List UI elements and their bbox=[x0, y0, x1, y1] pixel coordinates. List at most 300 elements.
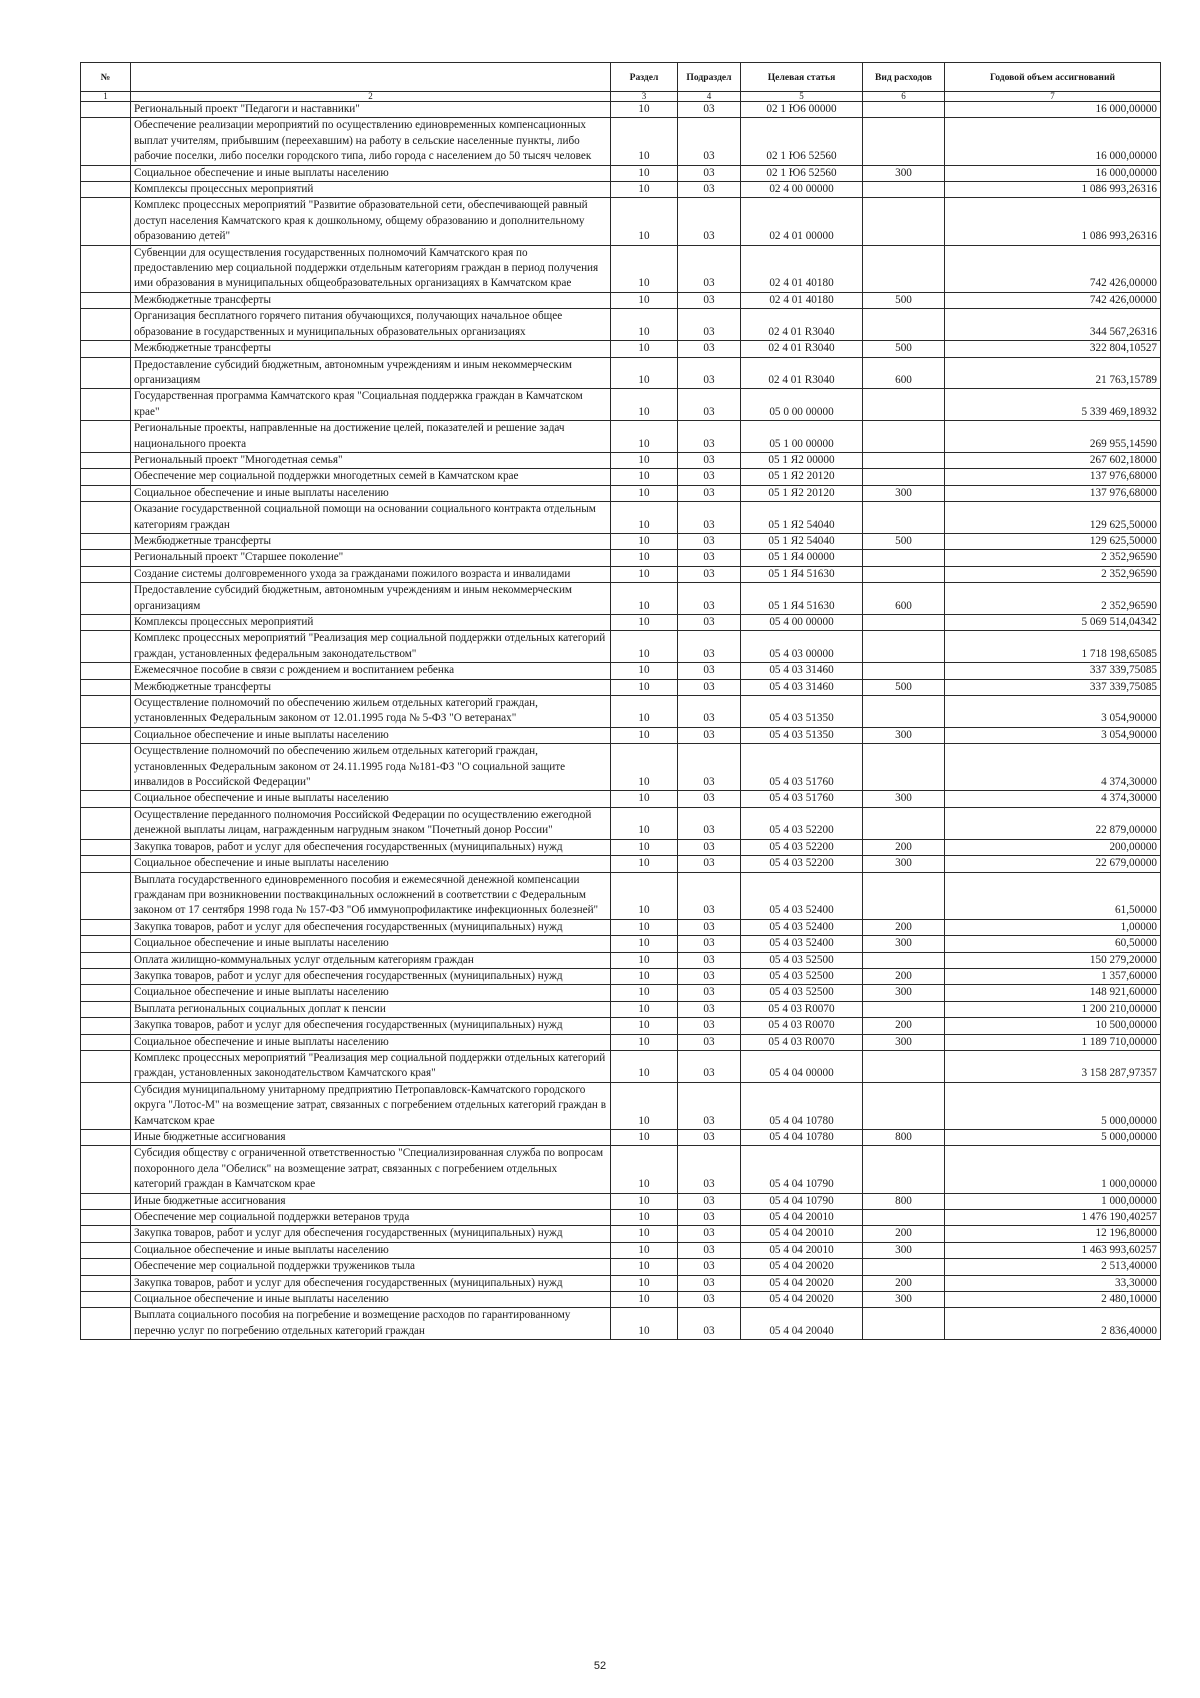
row-subsection-cell: 03 bbox=[678, 1193, 741, 1209]
row-name-cell: Закупка товаров, работ и услуг для обеспечения государственных (муниципальных) нужд bbox=[131, 968, 611, 984]
row-subsection-cell: 03 bbox=[678, 791, 741, 807]
row-amount-cell: 742 426,00000 bbox=[945, 245, 1161, 292]
row-target-cell: 05 4 03 R0070 bbox=[741, 1034, 863, 1050]
row-name-cell: Государственная программа Камчатского края "Социальная поддержка граждан в Камчатском крае" bbox=[131, 389, 611, 421]
row-target-cell: 05 4 00 00000 bbox=[741, 615, 863, 631]
row-name-cell: Социальное обеспечение и иные выплаты населению bbox=[131, 485, 611, 501]
row-amount-cell: 337 339,75085 bbox=[945, 679, 1161, 695]
page-number: 52 bbox=[593, 1660, 607, 1672]
row-amount-cell: 2 836,40000 bbox=[945, 1308, 1161, 1340]
row-name-cell: Социальное обеспечение и иные выплаты населению bbox=[131, 856, 611, 872]
row-amount-cell: 337 339,75085 bbox=[945, 663, 1161, 679]
row-subsection-cell: 03 bbox=[678, 872, 741, 919]
row-number-cell bbox=[81, 533, 131, 549]
header-subsection: Подраздел bbox=[678, 63, 741, 92]
row-number-cell bbox=[81, 663, 131, 679]
row-exp-type-cell bbox=[863, 502, 945, 534]
row-exp-type-cell bbox=[863, 631, 945, 663]
row-exp-type-cell bbox=[863, 1259, 945, 1275]
row-subsection-cell: 03 bbox=[678, 839, 741, 855]
row-section-cell: 10 bbox=[611, 856, 678, 872]
table-row bbox=[81, 968, 1161, 984]
row-number-cell bbox=[81, 485, 131, 501]
row-name-cell: Иные бюджетные ассигнования bbox=[131, 1130, 611, 1146]
header-target: Целевая статья bbox=[741, 63, 863, 92]
table-row bbox=[81, 1226, 1161, 1242]
row-number-cell bbox=[81, 198, 131, 245]
row-number-cell bbox=[81, 583, 131, 615]
row-number-cell bbox=[81, 469, 131, 485]
row-name-cell: Предоставление субсидий бюджетным, автономным учреждениям и иным некоммерческим организациям bbox=[131, 357, 611, 389]
row-number-cell bbox=[81, 727, 131, 743]
row-target-cell: 02 4 01 R3040 bbox=[741, 309, 863, 341]
row-number-cell bbox=[81, 341, 131, 357]
row-subsection-cell: 03 bbox=[678, 696, 741, 728]
row-target-cell: 02 4 01 00000 bbox=[741, 198, 863, 245]
row-number-cell bbox=[81, 1034, 131, 1050]
row-exp-type-cell bbox=[863, 615, 945, 631]
row-amount-cell: 60,50000 bbox=[945, 936, 1161, 952]
table-row bbox=[81, 1210, 1161, 1226]
table-row bbox=[81, 469, 1161, 485]
row-target-cell: 02 1 Ю6 00000 bbox=[741, 102, 863, 118]
row-number-cell bbox=[81, 1226, 131, 1242]
table-row bbox=[81, 502, 1161, 534]
table-row bbox=[81, 357, 1161, 389]
row-name-cell: Оказание государственной социальной помощи на основании социального контракта отдельным категориям граждан bbox=[131, 502, 611, 534]
row-name-cell: Обеспечение мер социальной поддержки ветеранов труда bbox=[131, 1210, 611, 1226]
row-target-cell: 05 1 Я2 20120 bbox=[741, 485, 863, 501]
row-exp-type-cell: 300 bbox=[863, 856, 945, 872]
row-target-cell: 05 4 03 52500 bbox=[741, 968, 863, 984]
row-amount-cell: 1 200 210,00000 bbox=[945, 1001, 1161, 1017]
row-target-cell: 05 4 03 51760 bbox=[741, 744, 863, 791]
row-section-cell: 10 bbox=[611, 341, 678, 357]
row-name-cell: Комплексы процессных мероприятий bbox=[131, 615, 611, 631]
row-number-cell bbox=[81, 1275, 131, 1291]
row-name-cell: Комплекс процессных мероприятий "Реализация мер социальной поддержки отдельных категорий граждан, установленных федеральным законодательством" bbox=[131, 631, 611, 663]
row-name-cell: Закупка товаров, работ и услуг для обеспечения государственных (муниципальных) нужд bbox=[131, 1275, 611, 1291]
row-exp-type-cell bbox=[863, 198, 945, 245]
row-exp-type-cell bbox=[863, 1050, 945, 1082]
row-number-cell bbox=[81, 791, 131, 807]
table-row bbox=[81, 1275, 1161, 1291]
row-section-cell: 10 bbox=[611, 1226, 678, 1242]
row-subsection-cell: 03 bbox=[678, 631, 741, 663]
table-row bbox=[81, 309, 1161, 341]
row-subsection-cell: 03 bbox=[678, 102, 741, 118]
row-exp-type-cell: 300 bbox=[863, 485, 945, 501]
row-target-cell: 05 4 03 31460 bbox=[741, 663, 863, 679]
row-exp-type-cell: 300 bbox=[863, 1292, 945, 1308]
row-name-cell: Создание системы долговременного ухода за гражданами пожилого возраста и инвалидами bbox=[131, 566, 611, 582]
row-section-cell: 10 bbox=[611, 533, 678, 549]
row-amount-cell: 3 054,90000 bbox=[945, 696, 1161, 728]
row-number-cell bbox=[81, 389, 131, 421]
row-subsection-cell: 03 bbox=[678, 807, 741, 839]
row-subsection-cell: 03 bbox=[678, 198, 741, 245]
row-number-cell bbox=[81, 839, 131, 855]
row-amount-cell: 3 054,90000 bbox=[945, 727, 1161, 743]
row-subsection-cell: 03 bbox=[678, 1130, 741, 1146]
row-target-cell: 05 4 04 20010 bbox=[741, 1242, 863, 1258]
table-row bbox=[81, 341, 1161, 357]
row-name-cell: Иные бюджетные ассигнования bbox=[131, 1193, 611, 1209]
row-section-cell: 10 bbox=[611, 1034, 678, 1050]
table-row bbox=[81, 1292, 1161, 1308]
row-amount-cell: 269 955,14590 bbox=[945, 421, 1161, 453]
row-amount-cell: 742 426,00000 bbox=[945, 292, 1161, 308]
row-name-cell: Организация бесплатного горячего питания обучающихся, получающих начальное общее образование в государственных и муниципальных образовательных организациях bbox=[131, 309, 611, 341]
row-subsection-cell: 03 bbox=[678, 469, 741, 485]
row-number-cell bbox=[81, 1308, 131, 1340]
row-amount-cell: 322 804,10527 bbox=[945, 341, 1161, 357]
table-row bbox=[81, 1308, 1161, 1340]
row-amount-cell: 1 189 710,00000 bbox=[945, 1034, 1161, 1050]
row-section-cell: 10 bbox=[611, 615, 678, 631]
row-amount-cell: 137 976,68000 bbox=[945, 469, 1161, 485]
row-target-cell: 02 4 01 40180 bbox=[741, 245, 863, 292]
row-section-cell: 10 bbox=[611, 583, 678, 615]
table-row bbox=[81, 1034, 1161, 1050]
header-exp-type: Вид расходов bbox=[863, 63, 945, 92]
row-amount-cell: 137 976,68000 bbox=[945, 485, 1161, 501]
row-subsection-cell: 03 bbox=[678, 968, 741, 984]
row-amount-cell: 61,50000 bbox=[945, 872, 1161, 919]
row-section-cell: 10 bbox=[611, 550, 678, 566]
row-section-cell: 10 bbox=[611, 1146, 678, 1193]
table-row bbox=[81, 421, 1161, 453]
row-target-cell: 02 4 00 00000 bbox=[741, 182, 863, 198]
row-subsection-cell: 03 bbox=[678, 936, 741, 952]
row-number-cell bbox=[81, 1018, 131, 1034]
row-amount-cell: 129 625,50000 bbox=[945, 502, 1161, 534]
row-number-cell bbox=[81, 631, 131, 663]
row-subsection-cell: 03 bbox=[678, 485, 741, 501]
row-subsection-cell: 03 bbox=[678, 550, 741, 566]
row-amount-cell: 22 679,00000 bbox=[945, 856, 1161, 872]
row-target-cell: 05 4 03 52400 bbox=[741, 936, 863, 952]
row-name-cell: Ежемесячное пособие в связи с рождением и воспитанием ребенка bbox=[131, 663, 611, 679]
row-section-cell: 10 bbox=[611, 182, 678, 198]
row-amount-cell: 1,00000 bbox=[945, 919, 1161, 935]
row-amount-cell: 344 567,26316 bbox=[945, 309, 1161, 341]
row-name-cell: Социальное обеспечение и иные выплаты населению bbox=[131, 165, 611, 181]
row-target-cell: 05 4 04 20010 bbox=[741, 1226, 863, 1242]
row-section-cell: 10 bbox=[611, 807, 678, 839]
row-name-cell: Обеспечение мер социальной поддержки тружеников тыла bbox=[131, 1259, 611, 1275]
table-row bbox=[81, 102, 1161, 118]
row-section-cell: 10 bbox=[611, 727, 678, 743]
table-row bbox=[81, 791, 1161, 807]
row-target-cell: 05 1 Я4 00000 bbox=[741, 550, 863, 566]
row-target-cell: 05 4 03 00000 bbox=[741, 631, 863, 663]
table-row bbox=[81, 985, 1161, 1001]
row-name-cell: Социальное обеспечение и иные выплаты населению bbox=[131, 727, 611, 743]
row-number-cell bbox=[81, 679, 131, 695]
row-name-cell: Закупка товаров, работ и услуг для обеспечения государственных (муниципальных) нужд bbox=[131, 1018, 611, 1034]
row-number-cell bbox=[81, 566, 131, 582]
row-amount-cell: 3 158 287,97357 bbox=[945, 1050, 1161, 1082]
row-number-cell bbox=[81, 292, 131, 308]
row-exp-type-cell: 300 bbox=[863, 1034, 945, 1050]
row-number-cell bbox=[81, 1242, 131, 1258]
row-exp-type-cell bbox=[863, 389, 945, 421]
row-number-cell bbox=[81, 1292, 131, 1308]
row-target-cell: 05 4 04 10790 bbox=[741, 1193, 863, 1209]
row-name-cell: Субсидия обществу с ограниченной ответственностью "Специализированная служба по вопросам похоронного дела "Обелиск" на возмещение затрат, связанных с погребением отдельных категорий граждан в Камчатском крае bbox=[131, 1146, 611, 1193]
row-number-cell bbox=[81, 919, 131, 935]
row-exp-type-cell: 300 bbox=[863, 791, 945, 807]
row-name-cell: Социальное обеспечение и иные выплаты населению bbox=[131, 1242, 611, 1258]
row-subsection-cell: 03 bbox=[678, 1242, 741, 1258]
row-amount-cell: 1 086 993,26316 bbox=[945, 198, 1161, 245]
row-amount-cell: 129 625,50000 bbox=[945, 533, 1161, 549]
column-number-row bbox=[81, 92, 1161, 102]
row-exp-type-cell bbox=[863, 182, 945, 198]
row-number-cell bbox=[81, 807, 131, 839]
row-section-cell: 10 bbox=[611, 1193, 678, 1209]
table-row bbox=[81, 872, 1161, 919]
header-section: Раздел bbox=[611, 63, 678, 92]
row-number-cell bbox=[81, 1210, 131, 1226]
row-section-cell: 10 bbox=[611, 1018, 678, 1034]
row-amount-cell: 10 500,00000 bbox=[945, 1018, 1161, 1034]
row-number-cell bbox=[81, 856, 131, 872]
header-amount: Годовой объем ассигнований bbox=[945, 63, 1161, 92]
row-subsection-cell: 03 bbox=[678, 1034, 741, 1050]
row-name-cell: Обеспечение мер социальной поддержки многодетных семей в Камчатском крае bbox=[131, 469, 611, 485]
row-exp-type-cell bbox=[863, 1210, 945, 1226]
row-exp-type-cell bbox=[863, 118, 945, 165]
row-section-cell: 10 bbox=[611, 469, 678, 485]
row-subsection-cell: 03 bbox=[678, 1226, 741, 1242]
row-name-cell: Осуществление полномочий по обеспечению жильем отдельных категорий граждан, установленных Федеральным законом от 12.01.1995 года № 5-ФЗ "О ветеранах" bbox=[131, 696, 611, 728]
row-amount-cell: 150 279,20000 bbox=[945, 952, 1161, 968]
row-section-cell: 10 bbox=[611, 421, 678, 453]
row-number-cell bbox=[81, 1193, 131, 1209]
header-row bbox=[81, 63, 1161, 92]
budget-table bbox=[80, 62, 1161, 1340]
row-exp-type-cell bbox=[863, 744, 945, 791]
table-row bbox=[81, 936, 1161, 952]
row-subsection-cell: 03 bbox=[678, 502, 741, 534]
row-name-cell: Субсидия муниципальному унитарному предприятию Петропавловск-Камчатского городского округа "Лотос-М" на возмещение затрат, связанных с погребением отдельных категорий граждан в Камчатском крае bbox=[131, 1082, 611, 1129]
row-exp-type-cell bbox=[863, 696, 945, 728]
row-amount-cell: 1 000,00000 bbox=[945, 1146, 1161, 1193]
row-section-cell: 10 bbox=[611, 1001, 678, 1017]
table-row bbox=[81, 182, 1161, 198]
row-name-cell: Социальное обеспечение и иные выплаты населению bbox=[131, 791, 611, 807]
row-exp-type-cell bbox=[863, 469, 945, 485]
row-target-cell: 05 1 Я2 54040 bbox=[741, 502, 863, 534]
row-section-cell: 10 bbox=[611, 919, 678, 935]
row-target-cell: 05 4 03 52200 bbox=[741, 856, 863, 872]
table-row bbox=[81, 839, 1161, 855]
row-section-cell: 10 bbox=[611, 309, 678, 341]
row-exp-type-cell bbox=[863, 872, 945, 919]
col-number: 4 bbox=[678, 92, 741, 102]
row-target-cell: 02 1 Ю6 52560 bbox=[741, 118, 863, 165]
row-exp-type-cell bbox=[863, 1001, 945, 1017]
row-number-cell bbox=[81, 1082, 131, 1129]
table-row bbox=[81, 550, 1161, 566]
row-amount-cell: 4 374,30000 bbox=[945, 791, 1161, 807]
row-target-cell: 05 4 03 52500 bbox=[741, 952, 863, 968]
table-row bbox=[81, 583, 1161, 615]
row-amount-cell: 1 476 190,40257 bbox=[945, 1210, 1161, 1226]
row-subsection-cell: 03 bbox=[678, 421, 741, 453]
row-amount-cell: 1 357,60000 bbox=[945, 968, 1161, 984]
row-name-cell: Комплексы процессных мероприятий bbox=[131, 182, 611, 198]
row-exp-type-cell bbox=[863, 1082, 945, 1129]
row-exp-type-cell bbox=[863, 807, 945, 839]
row-subsection-cell: 03 bbox=[678, 1275, 741, 1291]
row-section-cell: 10 bbox=[611, 165, 678, 181]
row-target-cell: 05 4 03 52400 bbox=[741, 872, 863, 919]
row-exp-type-cell: 300 bbox=[863, 985, 945, 1001]
row-exp-type-cell: 500 bbox=[863, 679, 945, 695]
row-name-cell: Оплата жилищно-коммунальных услуг отдельным категориям граждан bbox=[131, 952, 611, 968]
row-name-cell: Региональные проекты, направленные на достижение целей, показателей и решение задач национального проекта bbox=[131, 421, 611, 453]
row-amount-cell: 200,00000 bbox=[945, 839, 1161, 855]
col-number: 3 bbox=[611, 92, 678, 102]
row-amount-cell: 21 763,15789 bbox=[945, 357, 1161, 389]
row-target-cell: 05 1 Я2 20120 bbox=[741, 469, 863, 485]
row-subsection-cell: 03 bbox=[678, 182, 741, 198]
row-exp-type-cell: 300 bbox=[863, 165, 945, 181]
row-name-cell: Выплата региональных социальных доплат к пенсии bbox=[131, 1001, 611, 1017]
row-target-cell: 05 1 Я2 00000 bbox=[741, 452, 863, 468]
row-subsection-cell: 03 bbox=[678, 165, 741, 181]
row-exp-type-cell bbox=[863, 309, 945, 341]
row-target-cell: 05 4 04 20010 bbox=[741, 1210, 863, 1226]
row-name-cell: Социальное обеспечение и иные выплаты населению bbox=[131, 985, 611, 1001]
row-section-cell: 10 bbox=[611, 102, 678, 118]
row-subsection-cell: 03 bbox=[678, 583, 741, 615]
row-target-cell: 05 4 03 51350 bbox=[741, 696, 863, 728]
row-subsection-cell: 03 bbox=[678, 744, 741, 791]
table-row bbox=[81, 727, 1161, 743]
budget-sheet bbox=[80, 62, 1160, 1340]
table-row bbox=[81, 452, 1161, 468]
row-exp-type-cell: 200 bbox=[863, 1018, 945, 1034]
row-subsection-cell: 03 bbox=[678, 452, 741, 468]
table-row bbox=[81, 1001, 1161, 1017]
row-subsection-cell: 03 bbox=[678, 1308, 741, 1340]
row-amount-cell: 1 086 993,26316 bbox=[945, 182, 1161, 198]
row-subsection-cell: 03 bbox=[678, 357, 741, 389]
row-name-cell: Региональный проект "Многодетная семья" bbox=[131, 452, 611, 468]
row-subsection-cell: 03 bbox=[678, 727, 741, 743]
row-section-cell: 10 bbox=[611, 1259, 678, 1275]
table-row bbox=[81, 1018, 1161, 1034]
row-target-cell: 05 1 00 00000 bbox=[741, 421, 863, 453]
row-number-cell bbox=[81, 502, 131, 534]
row-name-cell: Предоставление субсидий бюджетным, автономным учреждениям и иным некоммерческим организациям bbox=[131, 583, 611, 615]
row-amount-cell: 5 339 469,18932 bbox=[945, 389, 1161, 421]
row-target-cell: 05 4 04 20040 bbox=[741, 1308, 863, 1340]
row-amount-cell: 16 000,00000 bbox=[945, 165, 1161, 181]
header-num: № bbox=[81, 63, 131, 92]
row-target-cell: 05 4 03 52400 bbox=[741, 919, 863, 935]
row-subsection-cell: 03 bbox=[678, 985, 741, 1001]
row-exp-type-cell bbox=[863, 1146, 945, 1193]
row-target-cell: 02 4 01 R3040 bbox=[741, 357, 863, 389]
row-subsection-cell: 03 bbox=[678, 1082, 741, 1129]
row-amount-cell: 4 374,30000 bbox=[945, 744, 1161, 791]
row-subsection-cell: 03 bbox=[678, 566, 741, 582]
col-number: 1 bbox=[81, 92, 131, 102]
row-target-cell: 05 4 03 52500 bbox=[741, 985, 863, 1001]
row-target-cell: 05 4 04 00000 bbox=[741, 1050, 863, 1082]
row-number-cell bbox=[81, 309, 131, 341]
row-amount-cell: 1 718 198,65085 bbox=[945, 631, 1161, 663]
row-section-cell: 10 bbox=[611, 936, 678, 952]
row-subsection-cell: 03 bbox=[678, 533, 741, 549]
row-name-cell: Субвенции для осуществления государственных полномочий Камчатского края по предоставлению мер социальной поддержки отдельным категориям граждан в период получения ими образования в муниципальных общеобразовательных организациях в Камчатском крае bbox=[131, 245, 611, 292]
row-number-cell bbox=[81, 550, 131, 566]
row-subsection-cell: 03 bbox=[678, 118, 741, 165]
row-exp-type-cell: 300 bbox=[863, 727, 945, 743]
row-name-cell: Закупка товаров, работ и услуг для обеспечения государственных (муниципальных) нужд bbox=[131, 839, 611, 855]
row-number-cell bbox=[81, 1130, 131, 1146]
row-amount-cell: 2 352,96590 bbox=[945, 550, 1161, 566]
row-amount-cell: 5 069 514,04342 bbox=[945, 615, 1161, 631]
row-target-cell: 05 4 03 52200 bbox=[741, 839, 863, 855]
row-amount-cell: 5 000,00000 bbox=[945, 1130, 1161, 1146]
table-row bbox=[81, 1193, 1161, 1209]
row-number-cell bbox=[81, 968, 131, 984]
row-section-cell: 10 bbox=[611, 1050, 678, 1082]
row-section-cell: 10 bbox=[611, 1210, 678, 1226]
row-exp-type-cell bbox=[863, 245, 945, 292]
row-section-cell: 10 bbox=[611, 985, 678, 1001]
row-name-cell: Выплата государственного единовременного пособия и ежемесячной денежной компенсации гражданам при возникновении поствакцинальных осложнений в соответствии с Федеральным законом от 17 сентября 1998 года № 157-ФЗ "Об иммунопрофилактике инфекционных болезней" bbox=[131, 872, 611, 919]
row-section-cell: 10 bbox=[611, 663, 678, 679]
row-subsection-cell: 03 bbox=[678, 1292, 741, 1308]
row-number-cell bbox=[81, 452, 131, 468]
row-amount-cell: 2 352,96590 bbox=[945, 583, 1161, 615]
table-row bbox=[81, 566, 1161, 582]
table-row bbox=[81, 389, 1161, 421]
row-section-cell: 10 bbox=[611, 952, 678, 968]
row-name-cell: Социальное обеспечение и иные выплаты населению bbox=[131, 936, 611, 952]
row-amount-cell: 148 921,60000 bbox=[945, 985, 1161, 1001]
row-target-cell: 05 1 Я4 51630 bbox=[741, 566, 863, 582]
table-row bbox=[81, 485, 1161, 501]
row-subsection-cell: 03 bbox=[678, 919, 741, 935]
row-section-cell: 10 bbox=[611, 357, 678, 389]
row-name-cell: Закупка товаров, работ и услуг для обеспечения государственных (муниципальных) нужд bbox=[131, 1226, 611, 1242]
row-amount-cell: 2 352,96590 bbox=[945, 566, 1161, 582]
row-subsection-cell: 03 bbox=[678, 679, 741, 695]
row-exp-type-cell: 200 bbox=[863, 839, 945, 855]
row-number-cell bbox=[81, 696, 131, 728]
row-name-cell: Социальное обеспечение и иные выплаты населению bbox=[131, 1292, 611, 1308]
row-exp-type-cell bbox=[863, 663, 945, 679]
row-subsection-cell: 03 bbox=[678, 615, 741, 631]
row-target-cell: 05 4 03 52200 bbox=[741, 807, 863, 839]
row-section-cell: 10 bbox=[611, 631, 678, 663]
row-section-cell: 10 bbox=[611, 566, 678, 582]
row-section-cell: 10 bbox=[611, 1292, 678, 1308]
row-number-cell bbox=[81, 615, 131, 631]
col-number: 7 bbox=[945, 92, 1161, 102]
row-target-cell: 05 4 04 10790 bbox=[741, 1146, 863, 1193]
row-section-cell: 10 bbox=[611, 696, 678, 728]
row-amount-cell: 16 000,00000 bbox=[945, 118, 1161, 165]
